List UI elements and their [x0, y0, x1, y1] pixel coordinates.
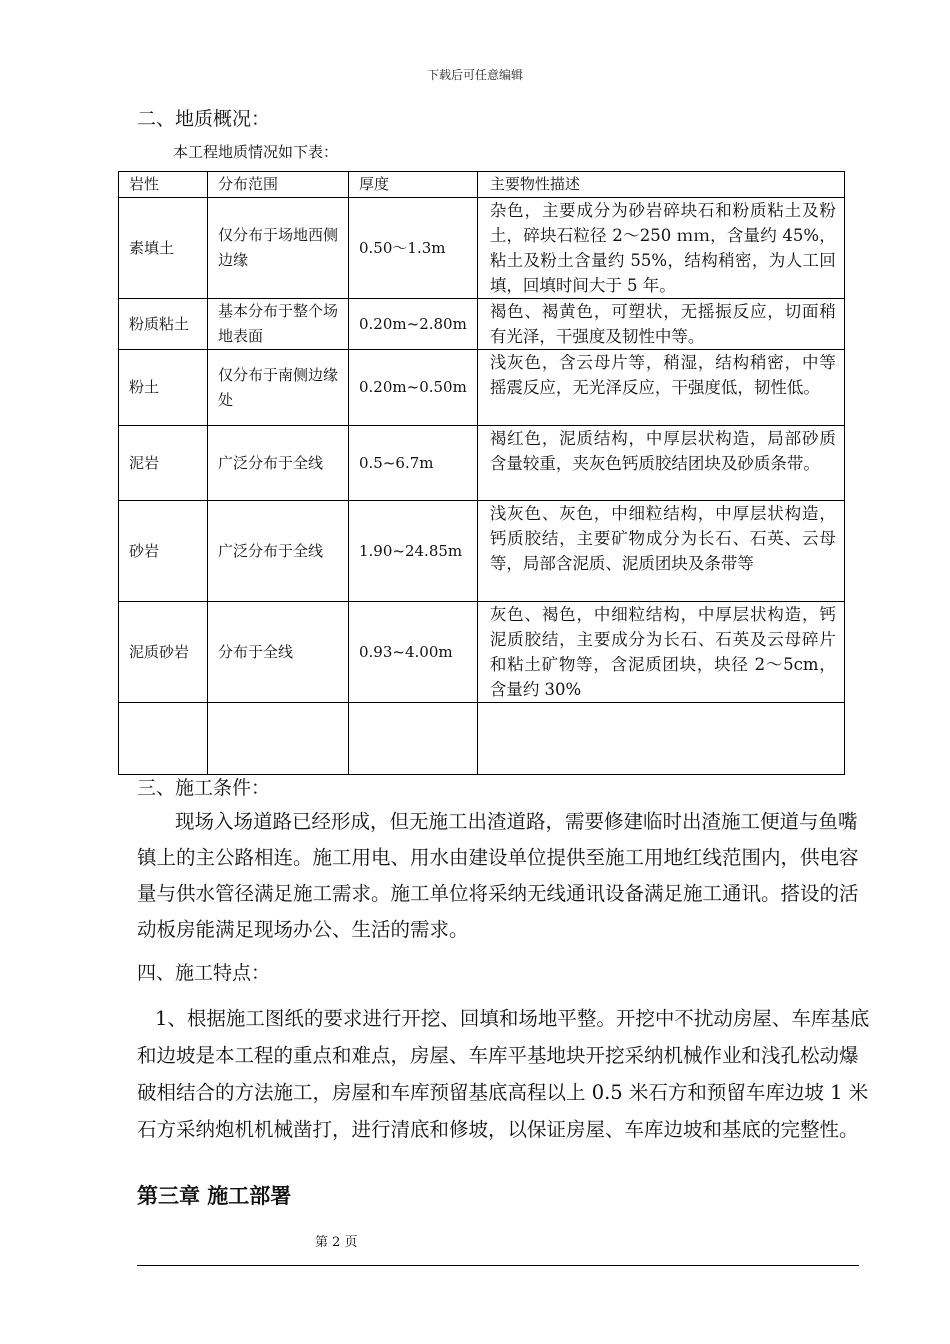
header-thickness: 厚度 — [349, 172, 478, 198]
section-2-title: 二、地质概况： — [137, 108, 271, 130]
rock-type: 泥岩 — [119, 426, 208, 501]
distribution-range: 广泛分布于全线 — [208, 426, 349, 501]
rock-type: 泥质砂岩 — [119, 602, 208, 703]
thickness: 0.20m~0.50m — [349, 350, 478, 426]
table-row — [119, 350, 845, 426]
footer-rule — [137, 1265, 859, 1266]
description — [477, 703, 844, 775]
description: 浅灰色，含云母片等，稍湿，结构稍密，中等摇震反应，无光泽反应，干强度低，韧性低。 — [477, 350, 844, 426]
description: 浅灰色、灰色，中细粒结构，中厚层状构造，钙质胶结，主要矿物成分为长石、石英、云母等，局部含泥质、泥质团块及条带等 — [477, 501, 844, 602]
distribution-range: 基本分布于整个场地表面 — [208, 299, 349, 350]
table-row — [119, 426, 845, 501]
header-rock: 岩性 — [119, 172, 208, 198]
distribution-range: 分布于全线 — [208, 602, 349, 703]
description: 褐红色，泥质结构，中厚层状构造，局部砂质含量较重，夹灰色钙质胶结团块及砂质条带。 — [477, 426, 844, 501]
table-row — [119, 299, 845, 350]
description: 杂色，主要成分为砂岩碎块石和粉质粘土及粉土，碎块石粒径 2～250 ｍｍ，含量约 45%，粘土及粉土含量约 55%，结构稍密，为人工回填，回填时间大于 5 年。 — [477, 198, 844, 299]
table-row — [119, 501, 845, 602]
distribution-range: 广泛分布于全线 — [208, 501, 349, 602]
section-4-title: 四、施工特点： — [137, 962, 271, 984]
thickness: 0.20m~2.80m — [349, 299, 478, 350]
rock-type: 粉质粘土 — [119, 299, 208, 350]
table-intro: 本工程地质情况如下表： — [173, 143, 339, 161]
geology-table — [118, 171, 845, 775]
header-range: 分布范围 — [208, 172, 349, 198]
table-row — [119, 198, 845, 299]
thickness: 0.93~4.00m — [349, 602, 478, 703]
section-3-title: 三、施工条件： — [137, 777, 271, 799]
page-number: 第 2 页 — [315, 1235, 358, 1250]
thickness — [349, 703, 478, 775]
rock-type — [119, 703, 208, 775]
distribution-range: 仅分布于场地西侧边缘 — [208, 198, 349, 299]
table-row-empty — [119, 703, 845, 775]
header-note: 下载后可任意编辑 — [426, 68, 523, 82]
rock-type: 粉土 — [119, 350, 208, 426]
section-4-body: 1、根据施工图纸的要求进行开挖、回填和场地平整。开挖中不扰动房屋、车库基底和边坡是本工程的重点和难点，房屋、车库平基地块开挖采纳机械作业和浅孔松动爆破相结合的方法施工，房屋和车库预留基底高程以上 0.5 米石方和预留车库边坡 1 米石方采纳炮机机械凿打，进行清底和修坡，以保证房屋、车库边坡和基底的完整性。 — [137, 1007, 870, 1141]
table-row — [119, 602, 845, 703]
table-header-row — [119, 172, 845, 198]
thickness: 1.90~24.85m — [349, 501, 478, 602]
section-3-body: 现场入场道路已经形成，但无施工出渣道路，需要修建临时出渣施工便道与鱼嘴镇上的主公路相连。施工用电、用水由建设单位提供至施工用地红线范围内，供电容量与供水管径满足施工需求。施工单位将采纳无线通讯设备满足施工通讯。搭设的活动板房能满足现场办公、生活的需求。 — [137, 810, 859, 941]
thickness: 0.50～1.3m — [349, 198, 478, 299]
description: 灰色、褐色，中细粒结构，中厚层状构造，钙泥质胶结，主要成分为长石、石英及云母碎片和粘土矿物等，含泥质团块，块径 2～5cm，含量约 30% — [477, 602, 844, 703]
distribution-range — [208, 703, 349, 775]
thickness: 0.5~6.7m — [349, 426, 478, 501]
rock-type: 素填土 — [119, 198, 208, 299]
rock-type: 砂岩 — [119, 501, 208, 602]
description: 褐色、褐黄色，可塑状，无摇振反应，切面稍有光泽，干强度及韧性中等。 — [477, 299, 844, 350]
distribution-range: 仅分布于南侧边缘处 — [208, 350, 349, 426]
chapter-title: 第三章 施工部署 — [137, 1184, 292, 1208]
header-description: 主要物性描述 — [477, 172, 844, 198]
